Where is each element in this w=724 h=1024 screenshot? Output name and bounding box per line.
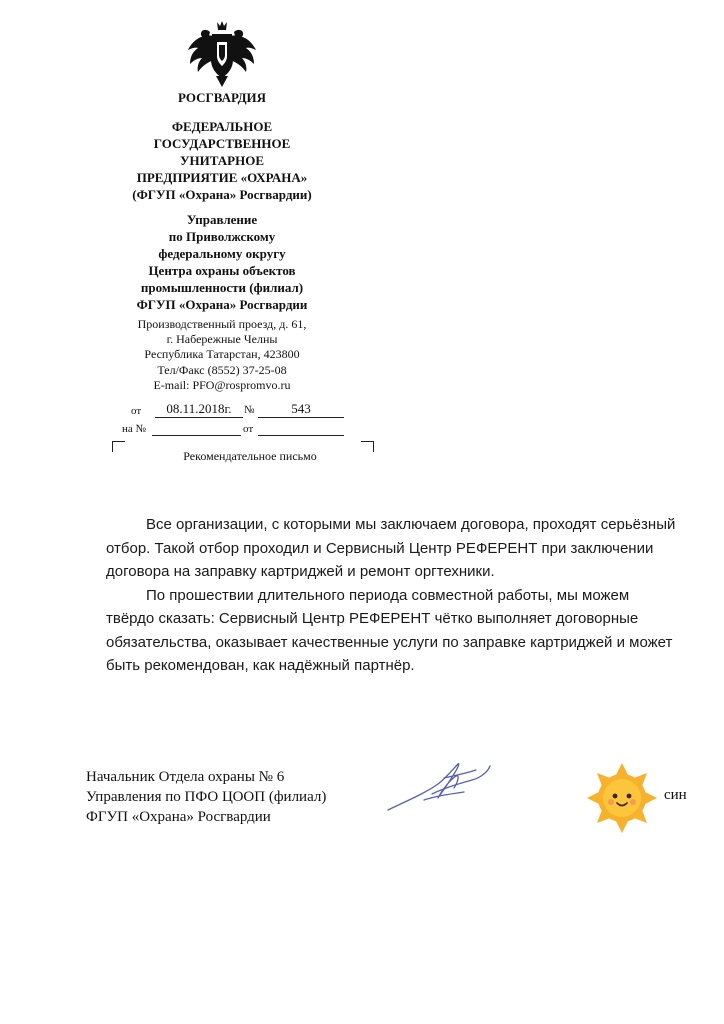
document-type: Рекомендательное письмо — [183, 449, 317, 463]
body-paragraph: Все организации, с которыми мы заключаем договора, проходят серьёзный отбор. Такой отбор проходил и Сервисный Центр РЕФЕРЕНТ при заключении договора на заправку картриджей и ремонт оргтехники. — [106, 516, 676, 580]
signatory-line: Управления по ПФО ЦООП (филиал) — [86, 789, 327, 805]
address-line: Тел/Факс (8552) 37-25-08 — [157, 362, 287, 377]
handwritten-signature — [384, 758, 494, 814]
reply-number-label: на № — [122, 423, 147, 435]
letter-number: 543 — [291, 401, 311, 416]
signatory-line: Начальник Отдела охраны № 6 — [86, 769, 285, 785]
sun-face-sticker-icon — [582, 758, 662, 838]
address-block — [70, 317, 374, 393]
enterprise-line: ГОСУДАРСТВЕННОЕ — [153, 136, 291, 151]
enterprise-line: ПРЕДПРИЯТИЕ «ОХРАНА» — [136, 170, 308, 185]
department-name — [70, 211, 374, 313]
reply-number-underline — [152, 435, 241, 436]
department-line: Управление — [186, 212, 258, 227]
letter-body — [106, 513, 678, 678]
corner-mark-right — [361, 441, 374, 452]
enterprise-line: ФЕДЕРАЛЬНОЕ — [171, 119, 273, 134]
department-line: по Приволжскому — [168, 229, 276, 244]
body-paragraph: По прошествии длительного периода совместной работы, мы можем твёрдо сказать: Сервисный Центр РЕФЕРЕНТ чётко выполняет договорные обязательства, оказывает качественные услуги по заправке картриджей и может быть рекомендован, как надёжный партнёр. — [106, 586, 673, 674]
address-line: г. Набережные Челны — [166, 332, 278, 347]
org-name: РОСГВАРДИЯ — [177, 90, 267, 105]
address-line: Республика Татарстан, 423800 — [144, 347, 300, 362]
letter-date: 08.11.2018г. — [166, 401, 232, 416]
date-label: от — [131, 405, 142, 417]
enterprise-line: (ФГУП «Охрана» Росгвардии) — [132, 187, 312, 202]
number-underline — [258, 417, 344, 418]
address-line: Производственный проезд, д. 61, — [137, 317, 307, 331]
enterprise-line: УНИТАРНОЕ — [179, 153, 264, 168]
rosgvardia-eagle-emblem-icon — [186, 20, 258, 88]
department-line: промышленности (филиал) — [140, 280, 304, 295]
signatory-surname-fragment: син — [664, 787, 687, 803]
reply-date-label: от — [243, 423, 254, 435]
address-line: E-mail: PFO@rospromvo.ru — [153, 377, 291, 392]
number-label: № — [244, 404, 255, 416]
department-line: ФГУП «Охрана» Росгвардии — [136, 297, 308, 312]
enterprise-name — [70, 118, 374, 203]
signatory-line: ФГУП «Охрана» Росгвардии — [86, 809, 271, 825]
department-line: Центра охраны объектов — [148, 263, 296, 278]
corner-mark-left — [112, 441, 125, 452]
department-line: федеральному округу — [158, 246, 286, 261]
reply-date-underline — [258, 435, 344, 436]
signatory-title — [86, 767, 326, 827]
date-underline — [155, 417, 243, 418]
